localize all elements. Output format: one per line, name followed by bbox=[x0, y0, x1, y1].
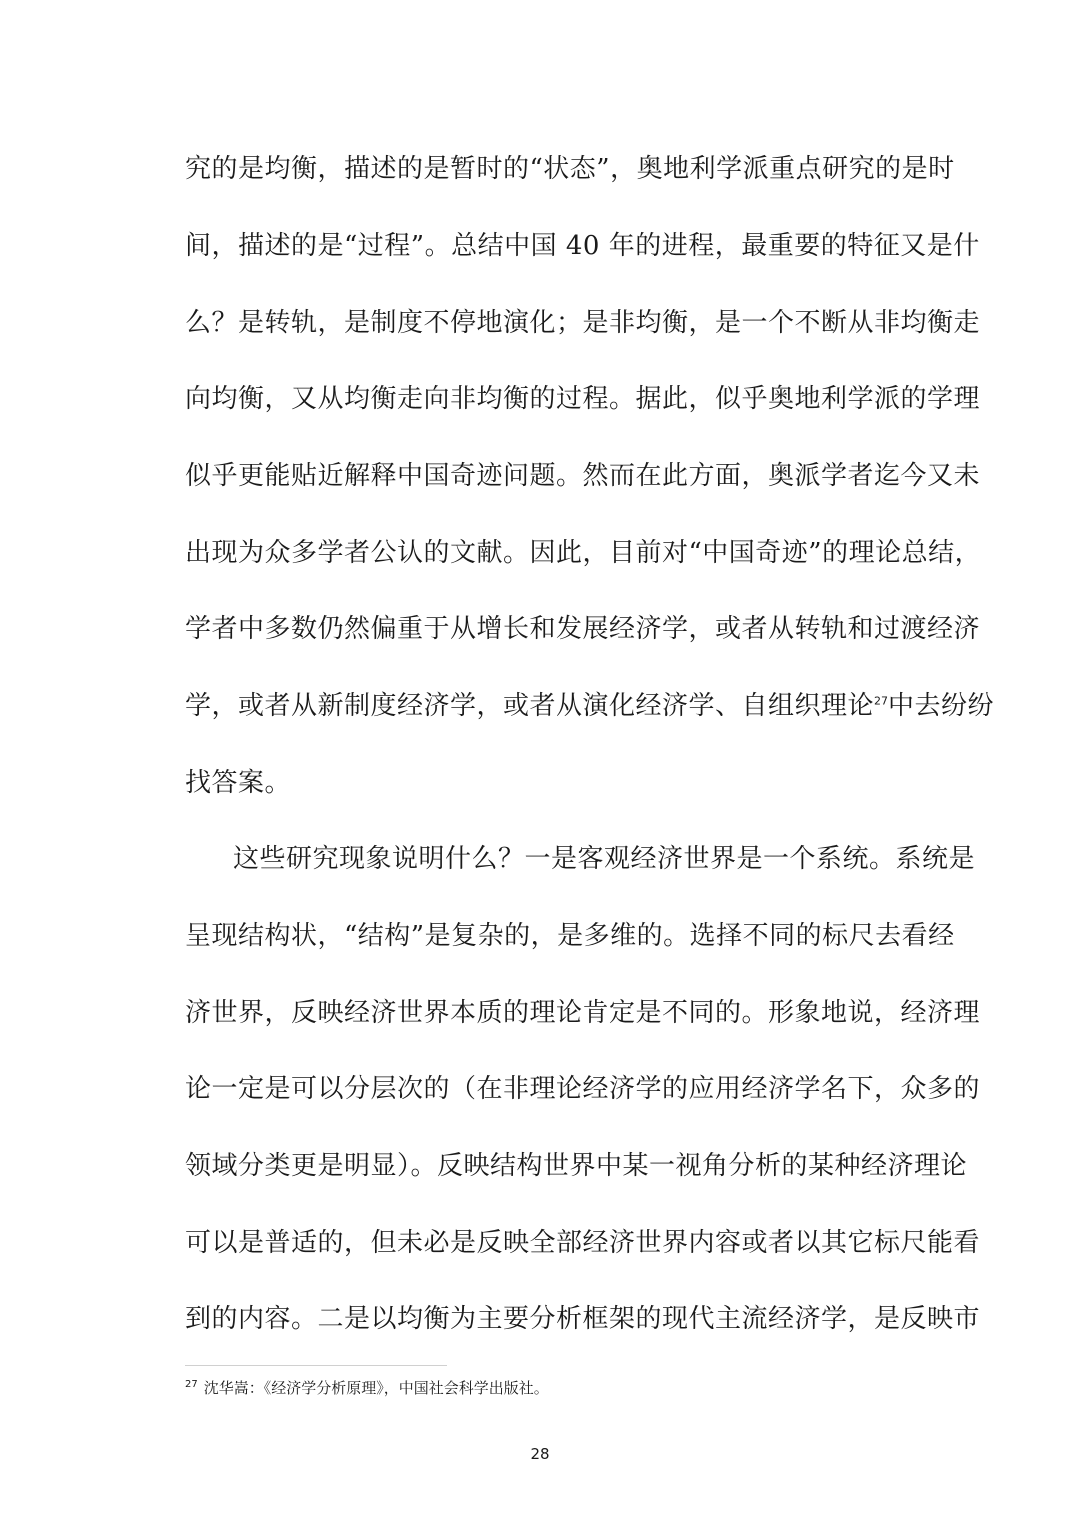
body-line-14: 领域分类更是明显）。反映结构世界中某一视角分析的某种经济理论 bbox=[185, 1151, 968, 1181]
footnote-text: 沈华嵩：《经济学分析原理》，中国社会科学出版社。 bbox=[203, 1379, 549, 1397]
footnote-separator bbox=[185, 1365, 447, 1366]
body-line-1: 究的是均衡，描述的是暂时的“状态”，奥地利学派重点研究的是时 bbox=[185, 154, 955, 184]
body-line-10: 这些研究现象说明什么？一是客观经济世界是一个系统。系统是 bbox=[233, 844, 976, 874]
body-line-9: 找答案。 bbox=[185, 768, 292, 798]
body-line-7: 学者中多数仍然偏重于从增长和发展经济学，或者从转轨和过渡经济 bbox=[185, 614, 981, 644]
body-line-3: 么？是转轨，是制度不停地演化；是非均衡，是一个不断从非均衡走 bbox=[185, 308, 981, 338]
body-line-6: 出现为众多学者公认的文献。因此，目前对“中国奇迹”的理论总结， bbox=[185, 538, 982, 568]
footnote bbox=[185, 1378, 549, 1398]
footnote-reference[interactable]: 27 bbox=[874, 694, 889, 708]
body-line-8-text: 学，或者从新制度经济学，或者从演化经济学、自组织理论 bbox=[185, 691, 875, 721]
footnote-mark: 27 bbox=[185, 1379, 198, 1390]
page-number: 28 bbox=[530, 1445, 550, 1463]
body-line-11: 呈现结构状，“结构”是复杂的，是多维的。选择不同的标尺去看经 bbox=[185, 921, 955, 951]
body-line-12: 济世界，反映经济世界本质的理论肯定是不同的。形象地说，经济理 bbox=[185, 998, 981, 1028]
body-line-4: 向均衡，又从均衡走向非均衡的过程。据此，似乎奥地利学派的学理 bbox=[185, 384, 981, 414]
body-line-16: 到的内容。二是以均衡为主要分析框架的现代主流经济学，是反映市 bbox=[185, 1304, 981, 1334]
body-line-15: 可以是普适的，但未必是反映全部经济世界内容或者以其它标尺能看 bbox=[185, 1228, 981, 1258]
body-line-2: 间，描述的是“过程”。总结中国 40 年的进程，最重要的特征又是什 bbox=[185, 231, 980, 261]
body-line-8 bbox=[185, 689, 995, 723]
body-line-5: 似乎更能贴近解释中国奇迹问题。然而在此方面，奥派学者迄今又未 bbox=[185, 461, 981, 491]
body-line-13: 论一定是可以分层次的（在非理论经济学的应用经济学名下，众多的 bbox=[185, 1074, 981, 1104]
body-line-8-tail: 中去纷纷 bbox=[888, 691, 995, 721]
